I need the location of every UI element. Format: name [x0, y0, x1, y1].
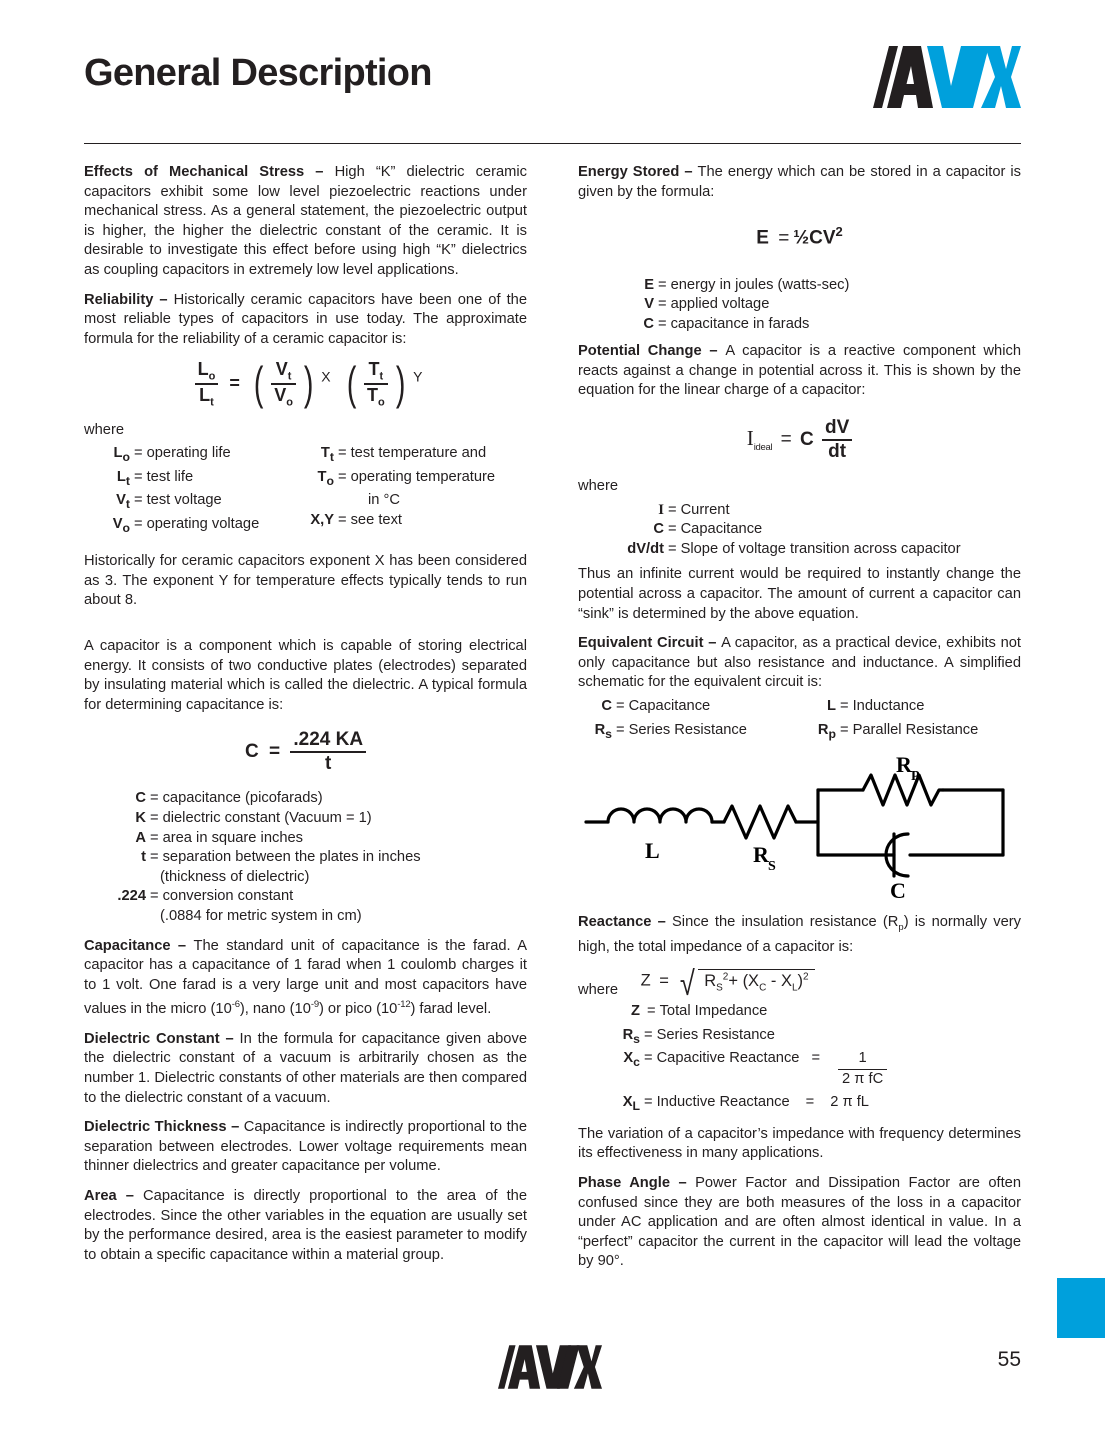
def-equals: =	[658, 315, 667, 332]
def-equals: =	[134, 492, 143, 509]
paragraph-potential-change	[578, 342, 1021, 401]
def-symbol	[300, 491, 334, 511]
def-symbol: $R_s$	[622, 1026, 640, 1046]
def-symbol: C	[643, 315, 654, 332]
paragraph-phase-angle	[578, 1174, 1021, 1272]
def-equals: =	[840, 721, 849, 738]
def-text: Capacitance	[680, 521, 763, 538]
circuit-label-parallel-resistor: R	[896, 752, 912, 778]
def-equals: =	[338, 468, 347, 485]
paragraph-area	[84, 1187, 527, 1265]
def-text: operating life	[146, 445, 231, 462]
def-text: see text	[350, 511, 403, 528]
definition-row	[84, 829, 527, 849]
definition-row	[84, 468, 300, 492]
def-symbol: E	[644, 276, 654, 293]
capacitance-denominator: t	[290, 751, 366, 775]
def-text: operating temperature	[350, 468, 496, 485]
paragraph-energy-stored	[578, 163, 1021, 202]
def-equals	[146, 907, 154, 927]
paragraph-equivalent-circuit	[578, 634, 1021, 693]
formula-current	[578, 417, 1021, 463]
def-text: Slope of voltage transition across capacitor	[680, 540, 961, 557]
capacitance-text-3: ) or pico (10	[318, 1001, 398, 1018]
paragraph-capacitance	[84, 937, 527, 1020]
avx-logo-footer-icon	[498, 1345, 602, 1389]
left-column	[84, 163, 527, 1265]
def-equals: =	[658, 296, 667, 313]
circuit-label-inductor: L	[645, 838, 660, 864]
circuit-definitions-right	[810, 697, 978, 744]
def-text: applied voltage	[670, 296, 770, 313]
def-symbol: $V_t$	[116, 492, 130, 512]
def-symbol: $R_p$	[817, 721, 836, 741]
def-symbol	[84, 907, 146, 927]
avx-logo-icon	[873, 46, 1021, 108]
heading-dielectric-constant: Dielectric Constant –	[84, 1030, 240, 1047]
paragraph-exponent-note: Historically for ceramic capacitors exponent X has been considered as 3. The exponent Y for temperature effects typically tends to run about 8.	[84, 553, 527, 609]
def-text: test life	[146, 468, 194, 485]
def-text: operating voltage	[146, 515, 260, 532]
heading-energy-stored: Energy Stored –	[578, 164, 698, 180]
text-area: Capacitance is directly proportional to the area of the electrodes. Since the other variables in the equation are usually set by the performance desired, area is the easiest parameter to modify to obtain a specific capacitance within a material group.	[84, 1187, 527, 1263]
def-symbol: C	[135, 790, 146, 807]
capacitance-text-4: ) farad level.	[410, 1001, 492, 1018]
def-text: energy in joules (watts-sec)	[670, 276, 850, 293]
paragraph-reliability	[84, 291, 527, 350]
definition-row	[300, 444, 495, 468]
current-lhs: I	[746, 426, 754, 451]
page-header	[84, 38, 1021, 138]
def-symbol: $L_o$	[113, 445, 130, 465]
xc-denominator: 2 π fC	[838, 1069, 887, 1090]
energy-exponent: 2	[835, 224, 843, 240]
definition-row	[586, 697, 810, 721]
def-text: test temperature and	[350, 445, 487, 462]
def-text: separation between the plates in inches	[162, 849, 421, 866]
def-symbol: .224	[117, 888, 146, 905]
def-equals: =	[338, 511, 347, 528]
def-equals: =	[150, 829, 159, 846]
text-energy-stored: The energy which can be stored in a capacitor is given by the formula:	[578, 164, 1022, 200]
def-symbol: t	[141, 849, 146, 866]
def-text: in °C	[368, 492, 400, 509]
current-equals: =	[780, 429, 792, 451]
circuit-definitions-left	[578, 697, 810, 744]
def-equals	[334, 491, 342, 511]
def-equals: =	[658, 276, 667, 293]
text-phase-angle: Power Factor and Dissipation Factor are often confused since they are both measures of the loss in a capacitor under AC application and are often almost identical in value. In a “perfect” capacitor the current in the capacitor will lead the voltage by 90°.	[578, 1175, 1021, 1270]
def-symbol: dV/dt	[627, 540, 664, 557]
definition-row	[578, 540, 1021, 560]
def-equals: =	[134, 445, 143, 462]
definition-row	[84, 444, 300, 468]
def-text: Parallel Resistance	[852, 721, 979, 738]
capacitive-reactance-fraction	[838, 1049, 887, 1089]
heading-mechanical-stress: Effects of Mechanical Stress –	[84, 164, 335, 180]
heading-capacitance: Capacitance –	[84, 937, 194, 954]
capacitance-fraction	[290, 729, 366, 775]
reactance-text-1: Since the insulation resistance (R	[672, 914, 899, 931]
formula-capacitance	[84, 729, 527, 775]
definition-row	[640, 276, 1021, 296]
reliability-equals: =	[229, 373, 240, 394]
definition-row	[640, 315, 1021, 335]
def-equals: =	[150, 810, 159, 826]
def-equals: =	[338, 445, 347, 462]
def-equals: =	[644, 1026, 653, 1043]
definition-row	[578, 501, 1021, 521]
def-equals-2: =	[805, 1094, 815, 1111]
current-denominator: dt	[822, 439, 852, 463]
def-equals: =	[668, 540, 677, 557]
current-definitions	[578, 501, 1021, 560]
paragraph-infinite-current: Thus an infinite current would be required to instantly change the potential across a capacitor. The amount of current a capacitor can “sink” is determined by the above equation.	[578, 566, 1021, 622]
capacitance-text-2: ), nano (10	[239, 1001, 311, 1018]
paragraph-reactance	[578, 913, 1021, 957]
circuit-definitions	[578, 697, 1021, 744]
definition-row	[84, 789, 527, 809]
def-symbol: C	[601, 698, 612, 715]
reliability-lhs-den: $L_t$	[195, 383, 219, 409]
sqrt-icon: √	[679, 964, 695, 1003]
reliability-lhs-num: $L_o$	[197, 359, 216, 383]
series-resistor-symbol	[724, 806, 796, 838]
formula-reliability	[84, 359, 527, 408]
current-lhs-sub: ideal	[753, 441, 773, 453]
current-fraction	[822, 417, 852, 463]
circuit-label-parallel-resistor-sub: P	[911, 769, 920, 785]
def-text: Inductance	[852, 698, 925, 715]
exponent-x: X	[321, 368, 331, 385]
def-symbol: $T_o$	[317, 468, 334, 488]
where-label-reactance: where	[578, 981, 619, 998]
def-text: dielectric constant (Vacuum = 1)	[162, 810, 372, 826]
definition-row	[84, 868, 527, 888]
exponent-nano: -9	[310, 999, 319, 1011]
avx-logo-footer	[498, 1345, 602, 1394]
def-text: area in square inches	[162, 829, 304, 846]
def-symbol	[84, 868, 146, 888]
definition-row	[84, 809, 527, 829]
definition-row	[84, 887, 527, 907]
formula-energy-stored	[578, 224, 1021, 249]
definition-row	[810, 697, 978, 721]
def-equals: =	[150, 849, 159, 866]
heading-potential-change: Potential Change –	[578, 343, 726, 360]
equivalent-circuit-diagram	[578, 750, 1021, 905]
paragraph-dielectric-constant	[84, 1030, 527, 1108]
reliability-lhs-fraction	[195, 359, 219, 408]
exponent-micro: -6	[231, 999, 240, 1011]
def-text: capacitance in farads	[670, 315, 810, 332]
def-equals: =	[668, 501, 677, 518]
energy-definitions	[640, 276, 1021, 335]
heading-equivalent-circuit: Equivalent Circuit –	[578, 635, 722, 652]
def-equals: =	[150, 790, 159, 807]
definition-row	[578, 1093, 1021, 1117]
text-dielectric-constant: In the formula for capacitance given above the dielectric constant of a vacuum is arbitrarily chosen as the number 1. Dielectric constants of other materials are then compared to the dielectric constant of a vacuum.	[84, 1030, 527, 1106]
paragraph-mechanical-stress	[84, 163, 527, 281]
def-text: (thickness of dielectric)	[160, 868, 310, 885]
definition-row	[300, 468, 495, 492]
current-coefficient: C	[799, 429, 814, 451]
circuit-label-capacitor: C	[890, 878, 906, 901]
reactance-rp-sub: p	[898, 922, 904, 934]
def-symbol: $V_o$	[112, 515, 130, 535]
def-equals: =	[616, 698, 625, 715]
definition-row	[84, 907, 527, 927]
where-label-current: where	[578, 478, 619, 495]
formula-impedance	[578, 964, 1021, 1003]
def-equals-2: =	[811, 1050, 821, 1067]
heading-area: Area –	[84, 1187, 144, 1204]
def-text: Capacitance	[628, 698, 711, 715]
where-label-reliability: where	[84, 421, 125, 438]
definition-row	[84, 848, 527, 868]
definition-row	[578, 1002, 1021, 1026]
definition-row	[578, 1049, 1021, 1089]
impedance-radicand: $R_S^2+ (X_C - X_L)^2$	[698, 969, 814, 990]
capacitance-equals: =	[268, 741, 281, 763]
definition-row	[84, 491, 300, 515]
reliability-voltage-fraction: $\frac{V_t}{V_o}$	[271, 359, 296, 408]
def-text: Capacitive Reactance	[656, 1050, 800, 1067]
energy-equals: =	[778, 227, 790, 249]
reliability-definitions-left	[84, 444, 300, 538]
def-equals: =	[134, 468, 143, 485]
def-equals: =	[134, 515, 143, 532]
impedance-lhs: Z	[640, 971, 651, 990]
text-mechanical-stress: High “K” dielectric ceramic capacitors exhibit some low level piezoelectric reactions under mechanical stress. As a general statement, the piezoelectric output is higher, the higher the dielectric constant of the ceramic. It is desirable to investigate this effect before using high “K” dielectrics as coupling capacitors in extremely low level applications.	[84, 164, 527, 278]
def-equals: =	[840, 698, 849, 715]
def-symbol: $R_s$	[594, 721, 612, 741]
paren-close-2: )	[395, 357, 406, 410]
def-symbol: Z	[631, 1003, 640, 1020]
def-equals: =	[668, 521, 677, 538]
def-text: Current	[680, 501, 730, 518]
reliability-definitions	[84, 444, 527, 538]
def-equals: =	[644, 1050, 653, 1067]
def-text: capacitance (picofarads)	[162, 790, 323, 807]
paren-close-1: )	[303, 357, 314, 410]
def-text: Series Resistance	[656, 1026, 775, 1043]
def-text: Inductive Reactance	[656, 1094, 790, 1111]
impedance-equals: =	[659, 971, 669, 990]
inductor-symbol	[608, 809, 712, 822]
reactance-text-2: ) is normally very high, the total impedance of a capacitor is:	[578, 914, 1021, 955]
paragraph-variation-note: The variation of a capacitor’s impedance with frequency determines its effectiveness in many applications.	[578, 1125, 1021, 1162]
definition-row	[300, 511, 495, 531]
def-text: test voltage	[146, 492, 222, 509]
reliability-definitions-right	[300, 444, 495, 538]
energy-rhs: ½CV	[793, 227, 836, 249]
exponent-pico: -12	[397, 999, 411, 1011]
exponent-y: Y	[413, 368, 423, 385]
def-text: conversion constant	[162, 888, 294, 905]
def-symbol: C	[653, 521, 664, 538]
current-numerator: dV	[824, 417, 850, 439]
def-equals: =	[644, 1094, 653, 1111]
def-text: (.0884 for metric system in cm)	[160, 907, 362, 924]
heading-reliability: Reliability –	[84, 291, 174, 308]
energy-lhs: E	[756, 227, 769, 249]
text-potential-change: A capacitor is a reactive component which reacts against a change in potential across it. This is shown by the equation for the linear charge of a capacitor:	[578, 343, 1021, 399]
xc-numerator: 1	[858, 1050, 867, 1067]
def-text: Total Impedance	[659, 1003, 768, 1020]
def-symbol: X,Y	[310, 511, 334, 528]
circuit-label-series-resistor: R	[753, 842, 769, 868]
page-title: General Description	[84, 52, 432, 94]
heading-phase-angle: Phase Angle –	[578, 1175, 696, 1192]
def-equals: =	[616, 721, 625, 738]
def-symbol: A	[135, 829, 146, 846]
def-equals	[146, 868, 154, 888]
parallel-resistor-symbol	[863, 775, 943, 805]
impedance-radical	[678, 964, 815, 1003]
def-symbol: $X_c$	[623, 1050, 640, 1070]
right-column	[578, 163, 1021, 1272]
heading-dielectric-thickness: Dielectric Thickness –	[84, 1119, 244, 1136]
xl-value: 2 π fL	[830, 1094, 869, 1111]
definition-row	[84, 515, 300, 539]
def-equals: =	[647, 1003, 656, 1020]
definition-row	[586, 721, 810, 745]
capacitance-text-1: The standard unit of capacitance is the farad. A capacitor has a capacitance of 1 farad when 1 coulomb charges it to 1 volt. One farad is a very large unit and most capacitors have values in the micro (10	[84, 937, 527, 1018]
header-divider	[84, 143, 1021, 144]
page-edge-tab	[1057, 1278, 1105, 1338]
reliability-temp-fraction: $\frac{T_t}{T_o}$	[364, 359, 388, 408]
definition-row	[300, 491, 495, 511]
definition-row	[640, 295, 1021, 315]
def-symbol: $X_L$	[622, 1094, 640, 1114]
text-equivalent-circuit: A capacitor, as a practical device, exhibits not only capacitance but also resistance and inductance. A simplified schematic for the equivalent circuit is:	[578, 635, 1021, 691]
capacitance-lhs: C	[244, 741, 259, 763]
def-symbol: $T_t$	[320, 445, 334, 465]
heading-reactance: Reactance –	[578, 914, 673, 931]
def-symbol: V	[644, 296, 654, 313]
paren-open-1: (	[253, 357, 264, 410]
definition-row	[578, 520, 1021, 540]
paren-open-2: (	[346, 357, 357, 410]
reactance-definitions	[578, 1002, 1021, 1117]
text-dielectric-thickness: Capacitance is indirectly proportional to the separation between electrodes. Lower voltage requirements mean thinner dielectrics and greater capacitance per volume.	[84, 1119, 527, 1175]
def-equals: =	[150, 888, 159, 905]
paragraph-dielectric-thickness	[84, 1118, 527, 1177]
capacitance-definitions	[84, 789, 527, 926]
definition-row	[810, 721, 978, 745]
capacitance-numerator: .224 KA	[293, 729, 364, 751]
avx-logo-header	[873, 46, 1021, 113]
page-number: 55	[997, 1348, 1021, 1371]
def-symbol: L	[827, 698, 836, 715]
def-symbol: I	[658, 501, 664, 518]
def-symbol: K	[135, 810, 146, 826]
text-reliability: Historically ceramic capacitors have been one of the most reliable types of capacitors in use today. The approximate formula for the reliability of a ceramic capacitor is:	[84, 291, 527, 347]
def-text: Series Resistance	[628, 721, 747, 738]
def-symbol: $L_t$	[116, 468, 130, 488]
paragraph-capacitor-intro: A capacitor is a component which is capable of storing electrical energy. It consists of two conductive plates (electrodes) separated by insulating material which is called the dielectric. A typical formula for determining capacitance is:	[84, 638, 527, 713]
circuit-label-series-resistor-sub: S	[768, 859, 776, 875]
definition-row	[578, 1026, 1021, 1050]
